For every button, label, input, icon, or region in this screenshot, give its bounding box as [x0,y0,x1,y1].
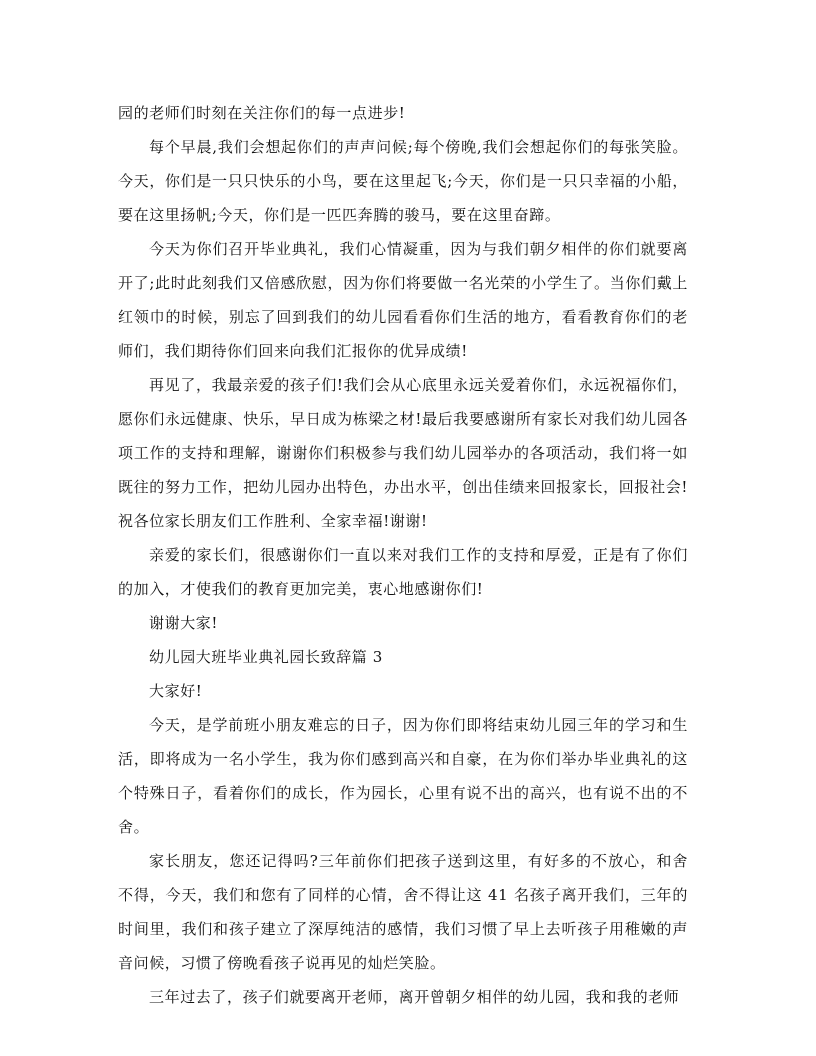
paragraph-continuation: 园的老师们时刻在关注你们的每一点进步! [118,104,406,122]
paragraph-morning-evening: 每个早晨,我们会想起你们的声声问候;每个傍晚,我们会想起你们的每张笑脸。今天，你们是一只只快乐的小鸟，要在这里起飞;今天，你们是一只只幸福的小船，要在这里扬帆;今天，你们是一匹匹奔腾的骏马，要在这里奋蹄。 [118,138,688,224]
document-body [118,96,688,1014]
paragraph-parents-remember: 家长朋友，您还记得吗?三年前你们把孩子送到这里，有好多的不放心，和舍不得，今天，我们和您有了同样的心情，舍不得让这 41 名孩子离开我们，三年的时间里，我们和孩子建立了深厚纯洁的感情，我们习惯了早上去听孩子用稚嫩的声音问候，习惯了傍晚看孩子说再见的灿烂笑脸。 [118,852,688,972]
paragraph-thanks-all: 谢谢大家! [149,614,219,632]
paragraph-thanks-parents: 亲爱的家长们，很感谢你们一直以来对我们工作的支持和厚爱，正是有了你们的加入，才使我们的教育更加完美，衷心地感谢你们! [118,546,688,598]
section-heading: 幼儿园大班毕业典礼园长致辞篇 3 [149,648,383,666]
paragraph-farewell: 再见了，我最亲爱的孩子们!我们会从心底里永远关爱着你们，永远祝福你们，愿你们永远健康、快乐，早日成为栋梁之材!最后我要感谢所有家长对我们幼儿园各项工作的支持和理解，谢谢你们积极参与我们幼儿园举办的各项活动，我们将一如既往的努力工作，把幼儿园办出特色，办出水平，创出佳绩来回报家长，回报社会!祝各位家长朋友们工作胜利、全家幸福!谢谢! [118,376,688,530]
paragraph-memorable-day: 今天，是学前班小朋友难忘的日子，因为你们即将结束幼儿园三年的学习和生活，即将成为一名小学生，我为你们感到高兴和自豪，在为你们举办毕业典礼的这个特殊日子，看着你们的成长，作为园长，心里有说不出的高兴，也有说不出的不舍。 [118,716,688,836]
paragraph-graduation-ceremony: 今天为你们召开毕业典礼，我们心情凝重，因为与我们朝夕相伴的你们就要离开了;此时此刻我们又倍感欣慰，因为你们将要做一名光荣的小学生了。当你们戴上红领巾的时候，别忘了回到我们的幼儿园看看你们生活的地方，看看教育你们的老师们，我们期待你们回来向我们汇报你的优异成绩! [118,240,688,360]
greeting: 大家好! [149,682,203,700]
paragraph-three-years: 三年过去了，孩子们就要离开老师，离开曾朝夕相伴的幼儿园，我和我的老师 [149,988,680,1006]
